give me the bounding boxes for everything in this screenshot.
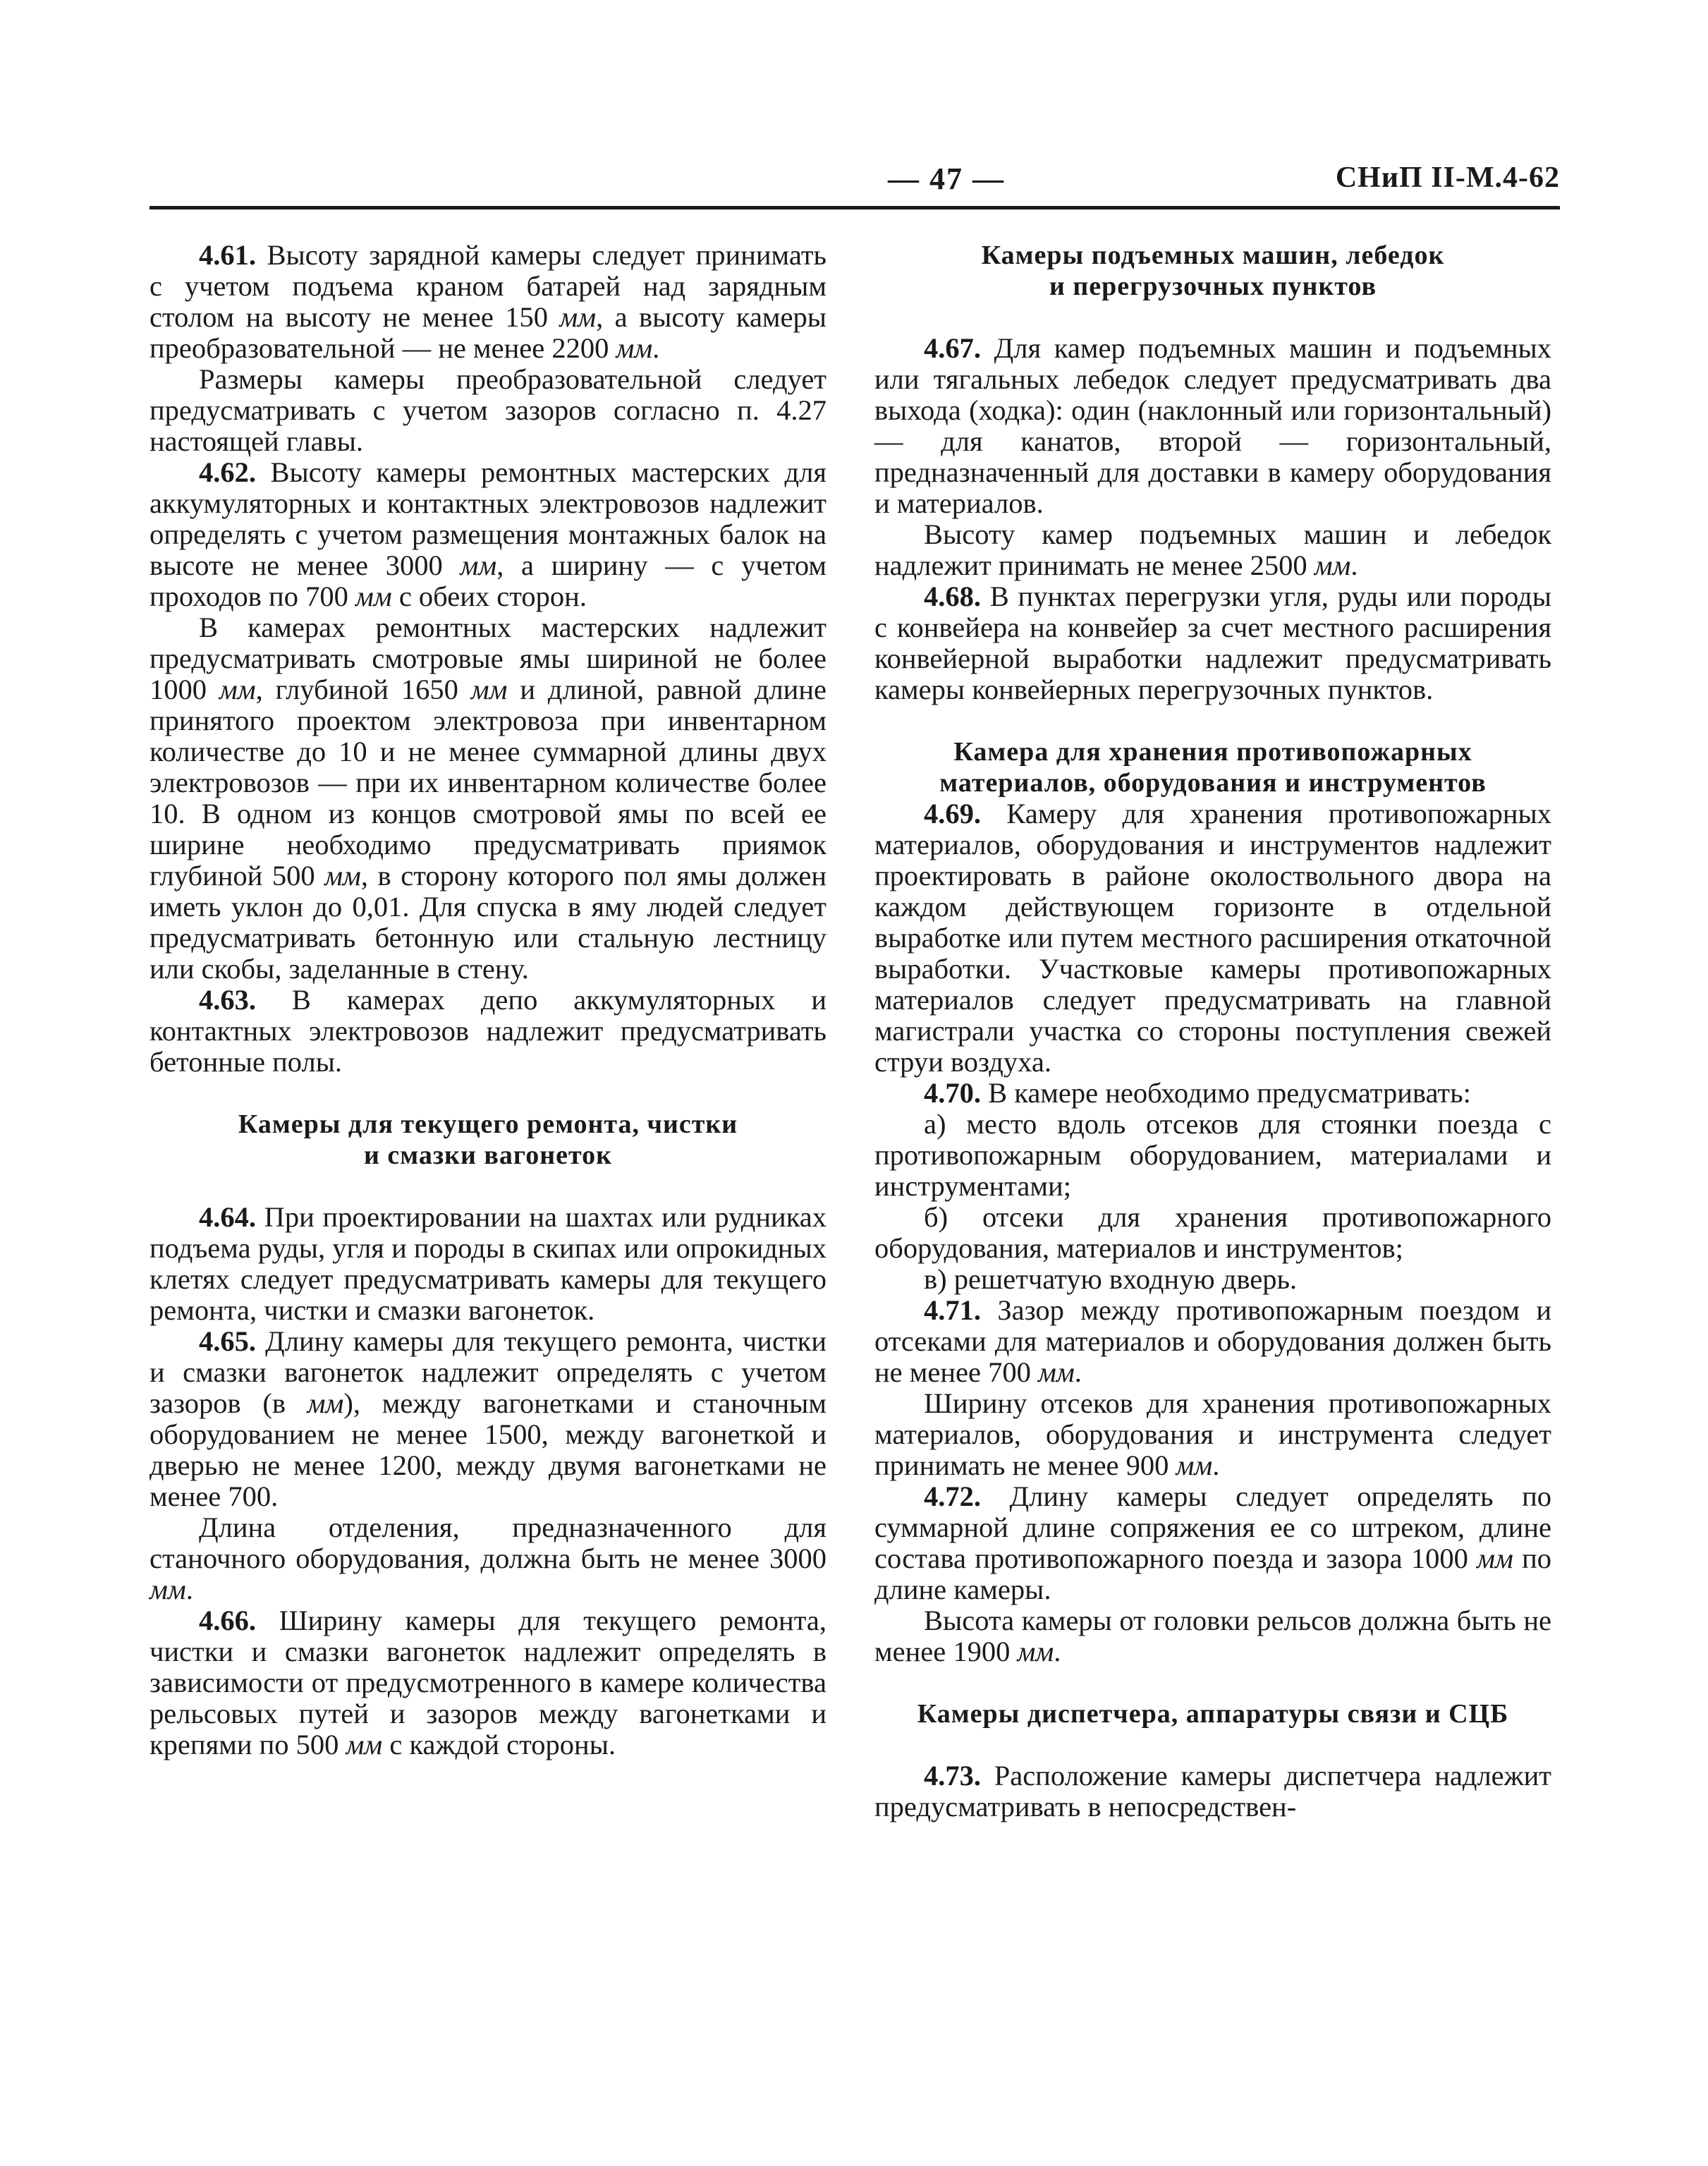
clause-4-65: 4.65. Длину камеры для текущего ремонта, чистки и смазки вагонеток надлежит определять с учетом зазоров (в мм), между вагонетками и станочным оборудованием не менее 1500, между вагонеткой и дверью не менее 1200, между двумя вагонетками не менее 700.: [150, 1325, 827, 1512]
clause-number: 4.68.: [924, 580, 981, 612]
clause-4-71-continued: Ширину отсеков для хранения противопожарных материалов, оборудования и инструмента следует принимать не менее 900 мм.: [874, 1387, 1551, 1481]
page-number: — 47 —: [888, 162, 1005, 196]
clause-4-61-continued: Размеры камеры преобразовательной следует предусматривать с учетом зазоров согласно п. 4.27 настоящей главы.: [150, 363, 826, 457]
clause-4-67: 4.67. Для камер подъемных машин и подъемных или тягальных лебедок следует предусматривать два выхода (ходка): один (наклонный или горизонтальный) — для канатов, второй — горизонтальный, предназначенный для доставки в камеру оборудования и материалов.: [874, 332, 1551, 519]
clause-4-72: 4.72. Длину камеры следует определять по суммарной длине сопряжения ее со штреком, длине состава противопожарного поезда и зазора 1000 мм по длине камеры.: [874, 1480, 1551, 1605]
clause-4-70-item-c: в) решетчатую входную дверь.: [924, 1263, 1298, 1295]
clause-4-64: 4.64. При проектировании на шахтах или рудниках подъема руды, угля и породы в скипах или опрокидных клетях следует предусматривать камеры для текущего ремонта, чистки и смазки вагонеток.: [150, 1201, 826, 1326]
clause-4-70-item-a: а) место вдоль отсеков для стоянки поезда с противопожарным оборудованием, материалами и инструментами;: [874, 1108, 1551, 1202]
clause-4-67-continued: Высоту камер подъемных машин и лебедок надлежит принимать не менее 2500 мм.: [874, 518, 1551, 581]
clause-number: 4.70.: [924, 1077, 981, 1109]
section-heading-lift: Камеры подъемных машин, лебедок и перегрузочных пунктов: [981, 241, 1445, 301]
clause-number: 4.64.: [199, 1201, 256, 1233]
clause-4-72-continued: Высота камеры от головки рельсов должна быть не менее 1900 мм.: [874, 1605, 1551, 1667]
clause-4-65-continued: Длина отделения, предназначенного для станочного оборудования, должна быть не менее 3000 мм.: [150, 1511, 826, 1605]
clause-number: 4.73.: [924, 1760, 981, 1791]
section-heading-repair: Камеры для текущего ремонта, чистки и смазки вагонеток: [238, 1109, 738, 1170]
clause-4-69: 4.69. Камеру для хранения противопожарных материалов, оборудования и инструментов надлежит проектировать в районе околоствольного двора на каждом действующем горизонте в отдельной выработке или путем местного расширения откаточной выработки. Участковые камеры противопожарных материалов следует предусматривать на главной магистрали участка со стороны поступления свежей струи воздуха.: [874, 798, 1551, 1078]
clause-number: 4.65.: [199, 1325, 256, 1357]
clause-4-62-continued: В камерах ремонтных мастерских надлежит предусматривать смотровые ямы шириной не более 1000 мм, глубиной 1650 мм и длиной, равной длине принятого проектом электровоза при инвентарном количестве до 10 и не менее суммарной длины двух электровозов — при их инвентарном количестве более 10. В одном из концов смотровой ямы по всей ее ширине необходимо предусматривать приямок глубиной 500 мм, в сторону которого пол ямы должен иметь уклон до 0,01. Для спуска в яму людей следует предусматривать бетонную или стальную лестницу или скобы, заделанные в стену.: [150, 612, 826, 985]
clause-4-73: 4.73. Расположение камеры диспетчера надлежит предусматривать в непосредствен-: [874, 1760, 1551, 1823]
right-column: [874, 240, 1551, 1823]
clause-4-70-item-b: б) отсеки для хранения противопожарного оборудования, материалов и инструментов;: [874, 1201, 1551, 1264]
clause-4-63: 4.63. В камерах депо аккумуляторных и контактных электровозов надлежит предусматривать бетонные полы.: [150, 984, 826, 1078]
section-heading-dispatcher: Камеры диспетчера, аппаратуры связи и СЦБ: [917, 1699, 1509, 1729]
section-heading-fire: Камера для хранения противопожарных материалов, оборудования и инструментов: [939, 737, 1487, 798]
clause-4-61: 4.61. Высоту зарядной камеры следует принимать с учетом подъема краном батарей над зарядным столом на высоту не менее 150 мм, а высоту камеры преобразовательной — не менее 2200 мм.: [150, 239, 826, 364]
clause-number: 4.71.: [924, 1294, 981, 1326]
clause-number: 4.69.: [924, 798, 981, 829]
clause-4-68: 4.68. В пунктах перегрузки угля, руды или породы с конвейера на конвейер за счет местного расширения конвейерной выработки надлежит предусматривать камеры конвейерных перегрузочных пунктов.: [874, 580, 1551, 705]
clause-number: 4.62.: [199, 456, 256, 488]
clause-number: 4.61.: [199, 239, 256, 271]
clause-number: 4.66.: [199, 1605, 256, 1636]
clause-4-71: 4.71. Зазор между противопожарным поездом и отсеками для материалов и оборудования должен быть не менее 700 мм.: [874, 1294, 1551, 1388]
clause-number: 4.67.: [924, 332, 981, 364]
page-header: [150, 161, 1560, 206]
left-column: [150, 240, 826, 1760]
clause-4-66: 4.66. Ширину камеры для текущего ремонта, чистки и смазки вагонеток надлежит определять в зависимости от предусмотренного в камере количества рельсовых путей и зазоров между вагонетками и крепями по 500 мм с каждой стороны.: [150, 1605, 826, 1760]
clause-4-70: 4.70. В камере необходимо предусматривать:: [924, 1077, 1471, 1109]
document-code: СНиП II-М.4-62: [1335, 162, 1560, 194]
clause-4-62: 4.62. Высоту камеры ремонтных мастерских для аккумуляторных и контактных электровозов надлежит определять с учетом размещения монтажных балок на высоте не менее 3000 мм, а ширину — с учетом проходов по 700 мм с обеих сторон.: [150, 456, 826, 612]
header-rule: [150, 206, 1560, 209]
clause-number: 4.72.: [924, 1480, 981, 1512]
clause-number: 4.63.: [199, 984, 256, 1016]
